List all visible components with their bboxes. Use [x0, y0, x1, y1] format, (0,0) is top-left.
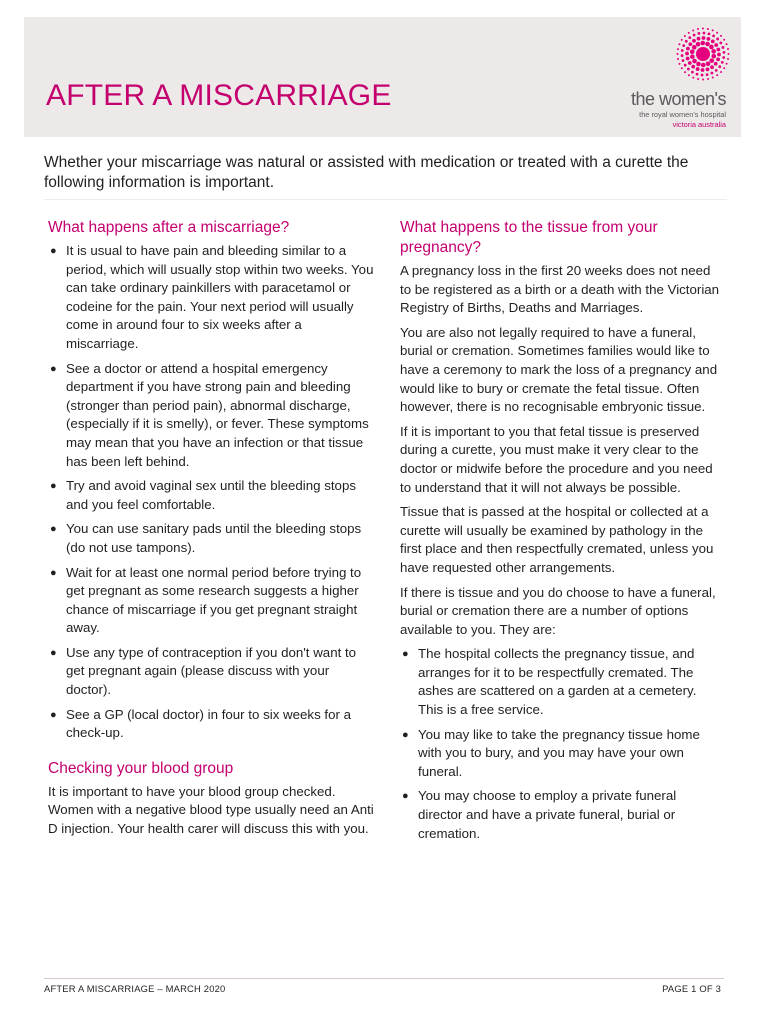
list-item — [400, 787, 722, 843]
bullet-icon: ● — [50, 480, 57, 493]
list-item-text: You may like to take the pregnancy tissue home with you to bury, and you may have your own funeral. — [418, 726, 700, 779]
section-heading-tissue: What happens to the tissue from your pregnancy? — [400, 219, 658, 256]
footer-divider — [44, 978, 724, 979]
logo-name: the women's — [631, 89, 726, 109]
paragraph: If there is tissue and you do choose to have a funeral, burial or cremation there are a number of options available to you. They are: — [400, 584, 716, 637]
list-item-text: Wait for at least one normal period before trying to get pregnant as some research suggests a higher chance of miscarriage if you get pregnant straight away. — [66, 564, 362, 636]
bullet-icon: ● — [402, 728, 409, 741]
footer-document-title: AFTER A MISCARRIAGE – MARCH 2020 — [44, 983, 226, 994]
list-item-text: It is usual to have pain and bleeding similar to a period, which will usually stop within two weeks. You can take ordinary painkillers with paracetamol or codeine for the pain. Your next period will usually come in around four to six weeks after a miscarriage. — [66, 243, 374, 351]
section-heading-after-miscarriage: What happens after a miscarriage? — [48, 219, 290, 236]
paragraph: If it is important to you that fetal tissue is preserved during a curette, you must make it very clear to the doctor or midwife before the procedure and you need to understand that it will not always be possible. — [400, 423, 713, 495]
right-bullet-list — [400, 645, 722, 843]
hospital-logo — [614, 27, 739, 135]
list-item — [48, 242, 375, 354]
list-item — [48, 706, 375, 743]
bullet-icon: ● — [50, 362, 57, 375]
list-item-text: The hospital collects the pregnancy tissue, and arranges for it to be respectfully cremated. The ashes are scattered on a garden at a cemetery. This is a free service. — [418, 646, 697, 718]
bullet-icon: ● — [50, 646, 57, 659]
list-item — [400, 645, 722, 719]
left-column — [48, 218, 375, 845]
bullet-icon: ● — [50, 566, 57, 579]
list-item — [400, 726, 722, 782]
list-item — [48, 644, 375, 700]
bullet-icon: ● — [402, 790, 409, 803]
bullet-icon: ● — [50, 523, 57, 536]
divider — [44, 199, 727, 200]
list-item-text: Use any type of contraception if you don't want to get pregnant again (please discuss with your doctor). — [66, 644, 357, 698]
list-item-text: Try and avoid vaginal sex until the bleeding stops and you feel comfortable. — [66, 478, 356, 512]
list-item-text: See a doctor or attend a hospital emergency department if you have strong pain and bleeding (stronger than period pain), abnormal discharge, (especially if it is smelly), or fever. These symptoms may mean that you have an infection or that tissue has been left behind. — [66, 360, 369, 469]
list-item-text: You may choose to employ a private funeral director and have a private funeral, burial or cremation. — [418, 788, 677, 841]
intro-text: Whether your miscarriage was natural or assisted with medication or treated with a curette the following information is important. — [44, 154, 689, 191]
paragraph: Tissue that is passed at the hospital or collected at a curette will usually be examined by pathology in the first place and then respectfully cremated, unless you have requested other arrangements. — [400, 504, 714, 575]
bullet-icon: ● — [50, 245, 57, 257]
dotted-circle-logo-icon — [676, 27, 730, 81]
blood-group-paragraph: It is important to have your blood group checked. Women with a negative blood type usually need an Anti D injection. Your health carer will discuss this with you. — [48, 783, 374, 837]
paragraph: You are also not legally required to have a funeral, burial or cremation. Sometimes families would like to have a ceremony to mark the loss of a pregnancy and would like to bury or cremate the fetal tissue. Often however, there is no recognisable embryonic tissue. — [400, 324, 718, 415]
list-item — [48, 564, 375, 638]
list-item-text: You can use sanitary pads until the bleeding stops (do not use tampons). — [66, 521, 362, 555]
paragraph: A pregnancy loss in the first 20 weeks does not need to be registered as a birth or a death with the Victorian Registry of Births, Deaths and Marriages. — [400, 263, 720, 316]
bullet-icon: ● — [402, 648, 409, 661]
list-item — [48, 477, 375, 514]
list-item — [48, 360, 375, 472]
page-title: AFTER A MISCARRIAGE — [46, 79, 392, 112]
logo-subtitle: the royal women's hospital — [639, 110, 726, 119]
right-column — [400, 218, 722, 849]
left-bullet-list — [48, 242, 375, 743]
footer-page-number: PAGE 1 OF 3 — [662, 983, 721, 994]
section-heading-blood-group: Checking your blood group — [48, 759, 234, 777]
bullet-icon: ● — [50, 708, 57, 721]
logo-location: victoria australia — [672, 120, 726, 129]
header-banner — [24, 17, 741, 137]
list-item-text: See a GP (local doctor) in four to six weeks for a check-up. — [66, 706, 352, 741]
list-item — [48, 520, 375, 557]
